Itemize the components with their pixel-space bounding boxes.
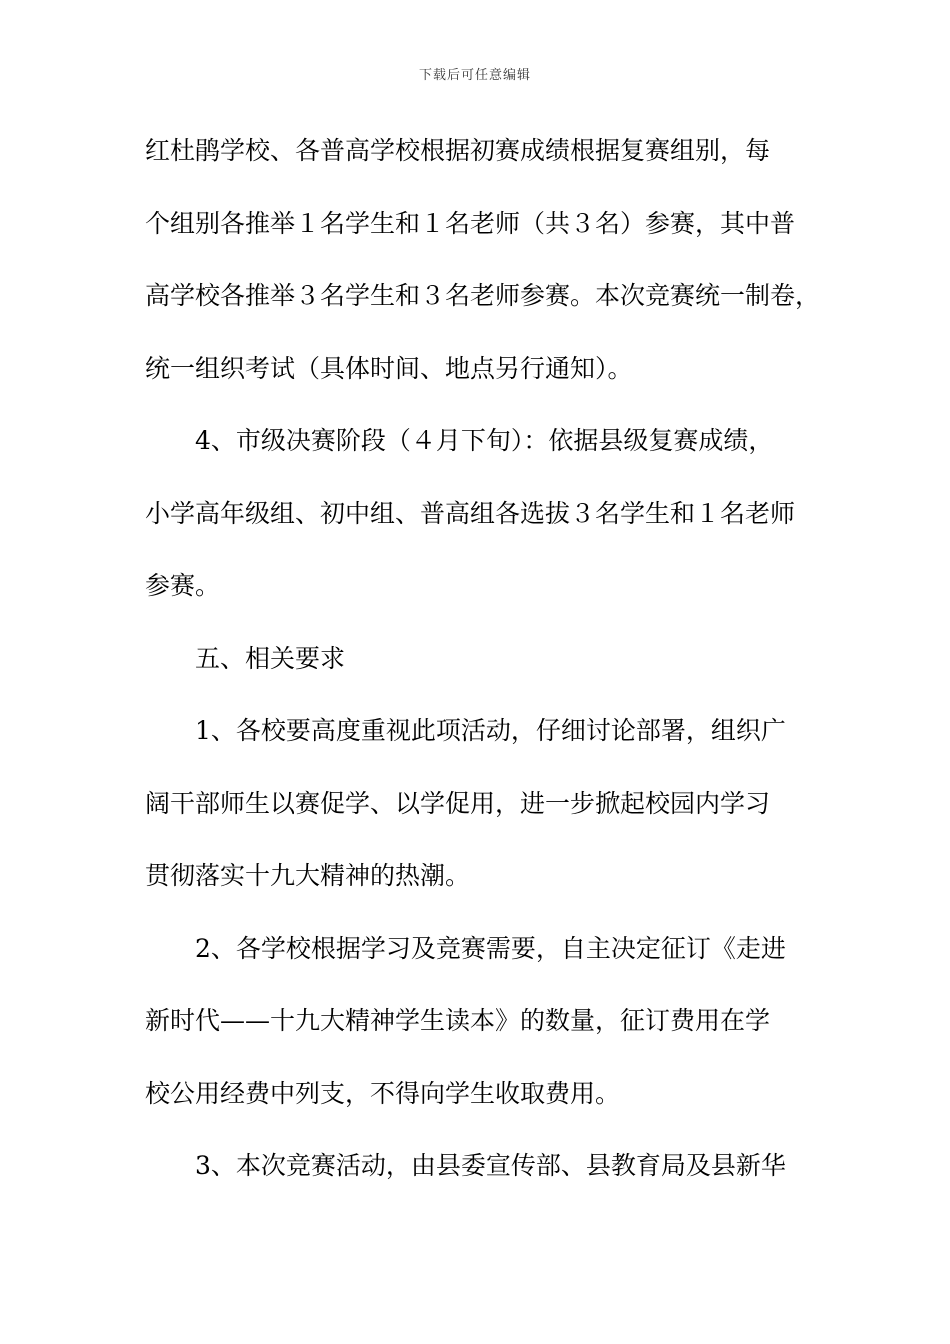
text-line: 新时代——十九大精神学生读本》的数量，征订费用在学 bbox=[145, 1006, 771, 1035]
text-line: 参赛。 bbox=[145, 571, 221, 600]
text-line: 1、各校要高度重视此项活动，仔细讨论部署，组织广 bbox=[195, 716, 786, 745]
section-heading: 五、相关要求 bbox=[195, 643, 346, 673]
text-line: 3、本次竞赛活动，由县委宣传部、县教育局及县新华 bbox=[195, 1151, 786, 1180]
text-line: 4、市级决赛阶段（４月下旬）：依据县级复赛成绩， bbox=[195, 426, 774, 455]
text-line: 2、各学校根据学习及竞赛需要，自主决定征订《走进 bbox=[195, 933, 786, 963]
text-line: 阔干部师生以赛促学、以学促用，进一步掀起校园内学习 bbox=[145, 788, 771, 818]
text-line: 高学校各推举３名学生和３名老师参赛。本次竞赛统一制卷， bbox=[145, 281, 821, 310]
text-line: 红杜鹃学校、各普高学校根据初赛成绩根据复赛组别，每 bbox=[145, 136, 771, 165]
document-body bbox=[145, 122, 821, 1210]
page-header: 下载后可任意编辑 bbox=[418, 68, 531, 83]
text-line: 小学高年级组、初中组、普高组各选拔３名学生和１名老师 bbox=[145, 498, 796, 528]
text-line: 校公用经费中列支，不得向学生收取费用。 bbox=[145, 1078, 621, 1108]
text-line: 个组别各推举１名学生和１名老师（共３名）参赛，其中普 bbox=[145, 208, 796, 238]
text-line: 统一组织考试（具体时间、地点另行通知）。 bbox=[145, 353, 633, 383]
text-line: 贯彻落实十九大精神的热潮。 bbox=[145, 861, 471, 890]
